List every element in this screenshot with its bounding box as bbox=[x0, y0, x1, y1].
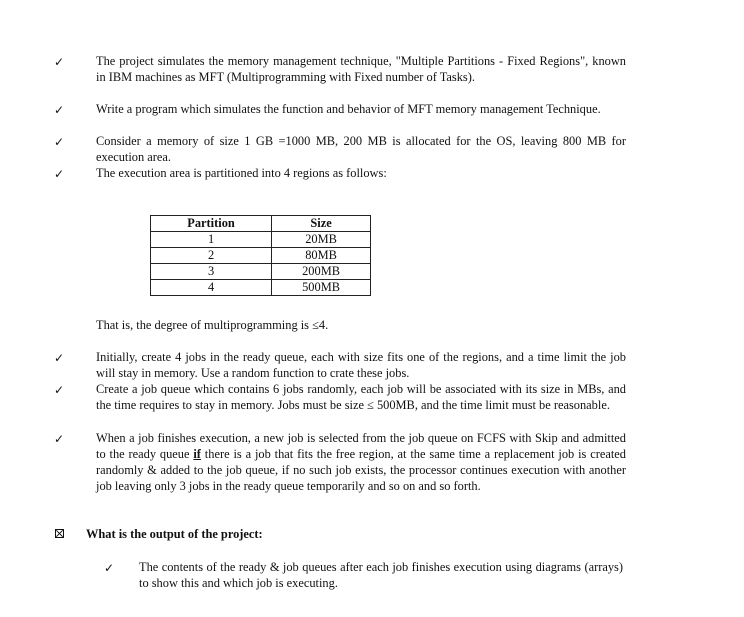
size-cell: 20MB bbox=[272, 232, 371, 248]
bullet-job-finishes bbox=[96, 430, 626, 494]
bullet-project-description: The project simulates the memory management technique, "Multiple Partitions - Fixed Regions", known in IBM machines as MFT (Multiprogramming with Fixed number of Tasks). bbox=[96, 54, 626, 84]
column-header-size: Size bbox=[272, 216, 371, 232]
degree-of-multiprogramming-note: That is, the degree of multiprogramming is ≤4. bbox=[96, 318, 329, 332]
partition-cell: 3 bbox=[151, 264, 272, 280]
bullet-initial-jobs: Initially, create 4 jobs in the ready queue, each with size fits one of the regions, and a time limit the job will stay in memory. Use a random function to crate these jobs. bbox=[96, 350, 626, 380]
check-icon: ✓ bbox=[54, 103, 65, 117]
bullet-partitioned-regions: The execution area is partitioned into 4 regions as follows: bbox=[96, 166, 387, 180]
bullet-output-description: The contents of the ready & job queues after each job finishes execution using diagrams (arrays) to show this and which job is executing. bbox=[139, 560, 623, 590]
partition-table bbox=[150, 215, 371, 296]
table-header-row bbox=[151, 216, 371, 232]
check-icon: ✓ bbox=[54, 55, 65, 69]
bullet-job-queue: Create a job queue which contains 6 jobs randomly, each job will be associated with its size in MBs, and the time requires to stay in memory. Jobs must be size ≤ 500MB, and the time limit must be reasonable. bbox=[96, 382, 626, 412]
bullet-write-program: Write a program which simulates the function and behavior of MFT memory management Technique. bbox=[96, 102, 601, 116]
size-cell: 80MB bbox=[272, 248, 371, 264]
check-icon: ✓ bbox=[54, 383, 65, 397]
check-icon: ✓ bbox=[54, 432, 65, 446]
table-row bbox=[151, 280, 371, 296]
table-row bbox=[151, 264, 371, 280]
check-icon: ✓ bbox=[104, 561, 115, 575]
bullet-memory-size: Consider a memory of size 1 GB =1000 MB, 200 MB is allocated for the OS, leaving 800 MB for execution area. bbox=[96, 134, 626, 164]
size-cell: 500MB bbox=[272, 280, 371, 296]
table-row bbox=[151, 232, 371, 248]
table-row bbox=[151, 248, 371, 264]
job-finishes-text-before: When a job finishes execution, a new job is selected from the job queue on FCFS with Skip and admitted to the ready queue bbox=[96, 431, 626, 461]
check-icon: ✓ bbox=[54, 167, 65, 181]
checkbox-crossed-icon bbox=[55, 529, 64, 538]
output-section-heading: What is the output of the project: bbox=[86, 527, 263, 541]
job-finishes-text-after: there is a job that fits the free region, at the same time a replacement job is created randomly & added to the job queue, if no such job exists, the processor continues execution with another job leaving only 3 jobs in the ready queue temporarily and so on and so forth. bbox=[96, 447, 626, 493]
job-finishes-emphasis: if bbox=[193, 447, 201, 461]
check-icon: ✓ bbox=[54, 351, 65, 365]
partition-cell: 1 bbox=[151, 232, 272, 248]
check-icon: ✓ bbox=[54, 135, 65, 149]
size-cell: 200MB bbox=[272, 264, 371, 280]
column-header-partition: Partition bbox=[151, 216, 272, 232]
partition-cell: 2 bbox=[151, 248, 272, 264]
partition-cell: 4 bbox=[151, 280, 272, 296]
